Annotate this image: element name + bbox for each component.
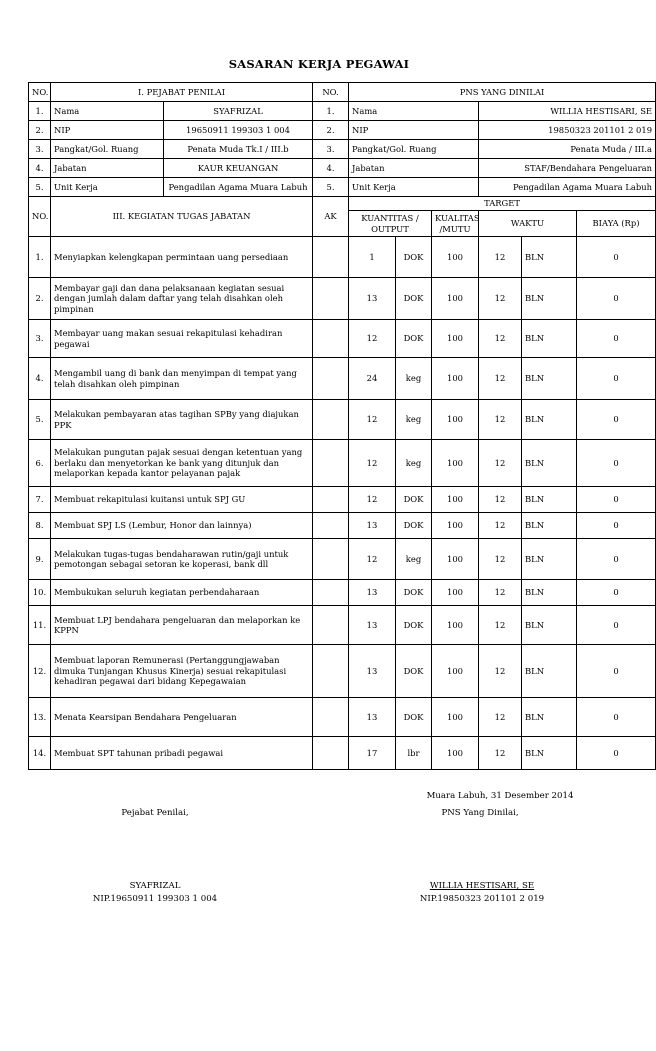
task-ak: [313, 440, 349, 487]
task-row: [29, 580, 656, 606]
task-cost: 0: [577, 237, 656, 278]
task-quality: 100: [432, 440, 479, 487]
task-row: [29, 320, 656, 358]
task-no: 9.: [29, 539, 51, 580]
task-header-row: [29, 197, 656, 211]
identity-value-2: WILLIA HESTISARI, SE: [479, 102, 656, 121]
task-unit: keg: [396, 539, 432, 580]
task-unit: DOK: [396, 580, 432, 606]
right-signer-nip: NIP.19850323 201101 2 019: [419, 894, 545, 904]
task-no: 4.: [29, 358, 51, 400]
identity-value-2: 19850323 201101 2 019: [479, 121, 656, 140]
task-unit: DOK: [396, 698, 432, 737]
task-quality: 100: [432, 278, 479, 320]
task-ak: [313, 539, 349, 580]
identity-label: Unit Kerja: [51, 178, 164, 197]
task-no: 6.: [29, 440, 51, 487]
task-quality: 100: [432, 737, 479, 770]
task-row: [29, 487, 656, 513]
task-no: 12.: [29, 645, 51, 698]
task-ak: [313, 358, 349, 400]
task-cost: 0: [577, 513, 656, 539]
task-cost: 0: [577, 487, 656, 513]
task-unit: DOK: [396, 320, 432, 358]
header-no: NO.: [29, 83, 51, 102]
task-time-unit: BLN: [522, 487, 577, 513]
task-no: 7.: [29, 487, 51, 513]
task-time-unit: BLN: [522, 513, 577, 539]
task-time: 12: [479, 237, 522, 278]
task-row: [29, 358, 656, 400]
task-time-unit: BLN: [522, 580, 577, 606]
task-description: Membayar gaji dan dana pelaksanaan kegiatan sesuai dengan jumlah dalam daftar yang telah disahkan oleh pimpinan: [51, 278, 313, 320]
left-signer-nip: NIP.19650911 199303 1 004: [92, 894, 218, 904]
task-ak: [313, 737, 349, 770]
task-quality: 100: [432, 513, 479, 539]
task-description: Membukukan seluruh kegiatan perbendaharaan: [51, 580, 313, 606]
identity-value: Pengadilan Agama Muara Labuh: [164, 178, 313, 197]
task-quality: 100: [432, 698, 479, 737]
task-description: Menyiapkan kelengkapan permintaan uang persediaan: [51, 237, 313, 278]
identity-no-2: 1.: [313, 102, 349, 121]
task-quality: 100: [432, 487, 479, 513]
task-row: [29, 606, 656, 645]
task-time: 12: [479, 645, 522, 698]
task-time-unit: BLN: [522, 737, 577, 770]
task-ak: [313, 487, 349, 513]
task-time-unit: BLN: [522, 320, 577, 358]
task-unit: DOK: [396, 487, 432, 513]
task-cost: 0: [577, 440, 656, 487]
identity-row: [29, 178, 656, 197]
task-ak: [313, 237, 349, 278]
task-row: [29, 278, 656, 320]
task-description: Membuat SPJ LS (Lembur, Honor dan lainnya): [51, 513, 313, 539]
task-unit: DOK: [396, 513, 432, 539]
identity-value: Penata Muda Tk.I / III.b: [164, 140, 313, 159]
task-description: Membayar uang makan sesuai rekapitulasi kehadiran pegawai: [51, 320, 313, 358]
header-row: [29, 83, 656, 102]
identity-label-2: NIP: [349, 121, 479, 140]
task-quality: 100: [432, 320, 479, 358]
left-role: Pejabat Penilai,: [121, 808, 189, 818]
task-row: [29, 737, 656, 770]
task-ak: [313, 320, 349, 358]
identity-label-2: Pangkat/Gol. Ruang: [349, 140, 479, 159]
task-time: 12: [479, 440, 522, 487]
header-dinilai: PNS YANG DINILAI: [349, 83, 656, 102]
task-time-unit: BLN: [522, 358, 577, 400]
task-cost: 0: [577, 278, 656, 320]
task-quantity: 12: [349, 320, 396, 358]
task-cost: 0: [577, 400, 656, 440]
task-header-no: NO.: [29, 197, 51, 237]
task-header-target: TARGET: [349, 197, 656, 211]
task-row: [29, 400, 656, 440]
identity-value-2: Pengadilan Agama Muara Labuh: [479, 178, 656, 197]
task-time: 12: [479, 358, 522, 400]
task-row: [29, 440, 656, 487]
task-cost: 0: [577, 320, 656, 358]
identity-row: [29, 102, 656, 121]
task-quantity: 12: [349, 440, 396, 487]
task-no: 1.: [29, 237, 51, 278]
task-description: Melakukan pungutan pajak sesuai dengan ketentuan yang berlaku dan menyetorkan ke bank yang ditunjuk dan melaporkan kepada kantor pelayanan pajak: [51, 440, 313, 487]
task-time-unit: BLN: [522, 278, 577, 320]
task-header-waktu: WAKTU: [479, 211, 577, 237]
left-signer-name: SYAFRIZAL: [129, 881, 181, 891]
header-penilai: I. PEJABAT PENILAI: [51, 83, 313, 102]
task-time: 12: [479, 539, 522, 580]
task-time-unit: BLN: [522, 237, 577, 278]
task-time: 12: [479, 278, 522, 320]
task-time-unit: BLN: [522, 539, 577, 580]
identity-value: 19650911 199303 1 004: [164, 121, 313, 140]
task-cost: 0: [577, 358, 656, 400]
task-no: 5.: [29, 400, 51, 440]
identity-no-2: 4.: [313, 159, 349, 178]
task-quality: 100: [432, 539, 479, 580]
task-description: Melakukan tugas-tugas bendaharawan rutin/gaji untuk pemotongan sebagai setoran ke koperasi, bank dll: [51, 539, 313, 580]
task-time-unit: BLN: [522, 400, 577, 440]
task-cost: 0: [577, 539, 656, 580]
header-no-2: NO.: [313, 83, 349, 102]
task-cost: 0: [577, 698, 656, 737]
task-description: Mengambil uang di bank dan menyimpan di tempat yang telah disahkan oleh pimpinan: [51, 358, 313, 400]
identity-label: Pangkat/Gol. Ruang: [51, 140, 164, 159]
task-quantity: 13: [349, 513, 396, 539]
task-row: [29, 237, 656, 278]
task-quantity: 12: [349, 487, 396, 513]
task-unit: keg: [396, 440, 432, 487]
identity-row: [29, 140, 656, 159]
task-time: 12: [479, 400, 522, 440]
task-quality: 100: [432, 237, 479, 278]
task-row: [29, 539, 656, 580]
task-unit: lbr: [396, 737, 432, 770]
table-body: [29, 83, 656, 770]
task-time: 12: [479, 606, 522, 645]
task-quantity: 1: [349, 237, 396, 278]
task-unit: keg: [396, 400, 432, 440]
task-description: Membuat SPT tahunan pribadi pegawai: [51, 737, 313, 770]
task-header-kualitas: KUALITAS /MUTU: [432, 211, 479, 237]
task-unit: DOK: [396, 237, 432, 278]
identity-label: Jabatan: [51, 159, 164, 178]
identity-no-2: 3.: [313, 140, 349, 159]
right-role: PNS Yang Dinilai,: [441, 808, 519, 818]
task-no: 10.: [29, 580, 51, 606]
identity-no: 2.: [29, 121, 51, 140]
identity-value-2: STAF/Bendahara Pengeluaran: [479, 159, 656, 178]
identity-no-2: 5.: [313, 178, 349, 197]
task-ak: [313, 645, 349, 698]
identity-label: Nama: [51, 102, 164, 121]
task-time: 12: [479, 698, 522, 737]
identity-row: [29, 121, 656, 140]
task-header-ak: AK: [313, 197, 349, 237]
identity-no: 3.: [29, 140, 51, 159]
task-description: Menata Kearsipan Bendahara Pengeluaran: [51, 698, 313, 737]
task-quality: 100: [432, 606, 479, 645]
identity-label: NIP: [51, 121, 164, 140]
task-time: 12: [479, 487, 522, 513]
task-header-kegiatan: III. KEGIATAN TUGAS JABATAN: [51, 197, 313, 237]
task-quantity: 12: [349, 539, 396, 580]
place-date: Muara Labuh, 31 Desember 2014: [426, 791, 574, 801]
document-title: SASARAN KERJA PEGAWAI: [228, 57, 410, 71]
identity-value: SYAFRIZAL: [164, 102, 313, 121]
task-quantity: 17: [349, 737, 396, 770]
identity-value-2: Penata Muda / III.a: [479, 140, 656, 159]
task-quality: 100: [432, 358, 479, 400]
task-quantity: 12: [349, 400, 396, 440]
task-no: 3.: [29, 320, 51, 358]
task-unit: keg: [396, 358, 432, 400]
task-quantity: 13: [349, 278, 396, 320]
task-time-unit: BLN: [522, 698, 577, 737]
task-ak: [313, 513, 349, 539]
identity-label-2: Jabatan: [349, 159, 479, 178]
task-ak: [313, 698, 349, 737]
task-ak: [313, 606, 349, 645]
task-header-biaya: BIAYA (Rp): [577, 211, 656, 237]
task-description: Membuat rekapitulasi kuitansi untuk SPJ GU: [51, 487, 313, 513]
identity-label-2: Nama: [349, 102, 479, 121]
task-row: [29, 698, 656, 737]
task-no: 14.: [29, 737, 51, 770]
task-time: 12: [479, 513, 522, 539]
task-no: 2.: [29, 278, 51, 320]
identity-value: KAUR KEUANGAN: [164, 159, 313, 178]
task-cost: 0: [577, 606, 656, 645]
task-cost: 0: [577, 645, 656, 698]
task-ak: [313, 580, 349, 606]
task-time: 12: [479, 737, 522, 770]
task-no: 8.: [29, 513, 51, 539]
task-cost: 0: [577, 580, 656, 606]
task-row: [29, 645, 656, 698]
task-time-unit: BLN: [522, 606, 577, 645]
task-quantity: 13: [349, 580, 396, 606]
task-header-kuantitas: KUANTITAS / OUTPUT: [349, 211, 432, 237]
identity-no-2: 2.: [313, 121, 349, 140]
task-unit: DOK: [396, 278, 432, 320]
task-cost: 0: [577, 737, 656, 770]
task-quantity: 24: [349, 358, 396, 400]
task-ak: [313, 400, 349, 440]
task-time: 12: [479, 580, 522, 606]
task-quantity: 13: [349, 698, 396, 737]
identity-row: [29, 159, 656, 178]
identity-no: 4.: [29, 159, 51, 178]
identity-label-2: Unit Kerja: [349, 178, 479, 197]
task-no: 11.: [29, 606, 51, 645]
task-no: 13.: [29, 698, 51, 737]
task-time-unit: BLN: [522, 440, 577, 487]
task-row: [29, 513, 656, 539]
task-quantity: 13: [349, 606, 396, 645]
task-quality: 100: [432, 400, 479, 440]
task-time: 12: [479, 320, 522, 358]
task-description: Melakukan pembayaran atas tagihan SPBy yang diajukan PPK: [51, 400, 313, 440]
task-ak: [313, 278, 349, 320]
task-quantity: 13: [349, 645, 396, 698]
skp-table: [28, 82, 656, 770]
task-quality: 100: [432, 645, 479, 698]
task-unit: DOK: [396, 606, 432, 645]
task-unit: DOK: [396, 645, 432, 698]
identity-no: 5.: [29, 178, 51, 197]
task-time-unit: BLN: [522, 645, 577, 698]
identity-no: 1.: [29, 102, 51, 121]
task-description: Membuat LPJ bendahara pengeluaran dan melaporkan ke KPPN: [51, 606, 313, 645]
right-signer-name: WILLIA HESTISARI, SE: [429, 881, 535, 891]
task-quality: 100: [432, 580, 479, 606]
task-description: Membuat laporan Remunerasi (Pertanggungjawaban dimuka Tunjangan Khusus Kinerja) sesuai rekapitulasi kehadiran pegawai dari bidang Kepegawaian: [51, 645, 313, 698]
